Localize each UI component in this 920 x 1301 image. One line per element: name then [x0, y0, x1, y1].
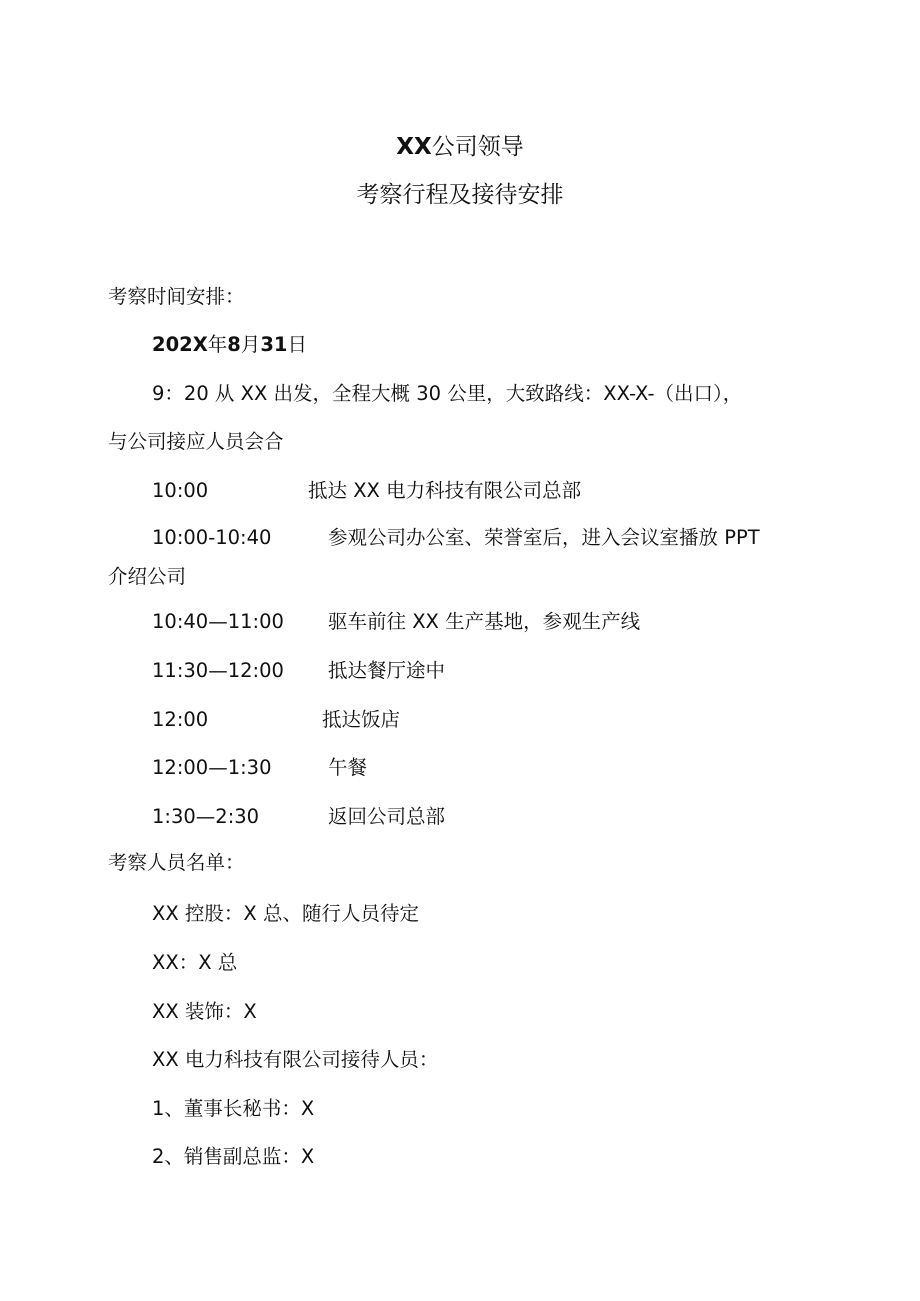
member-item: 2、销售副总监：X	[152, 1145, 315, 1168]
members-heading: 考察人员名单：	[108, 851, 245, 874]
itinerary-time: 1:30—2:30	[152, 805, 260, 828]
document-title-line1	[0, 128, 920, 161]
departure-text-cont: 与公司接应人员会合	[108, 430, 284, 453]
title-rest: 公司领导	[431, 134, 524, 160]
itinerary-time: 11:30—12:00	[152, 659, 284, 682]
date-day: 31	[260, 333, 288, 356]
member-item: XX 装饰：X	[152, 1000, 257, 1023]
itinerary-time: 10:00	[152, 479, 209, 502]
itinerary-event: 驱车前往 XX 生产基地，参观生产线	[328, 610, 641, 633]
itinerary-event: 抵达餐厅途中	[328, 659, 446, 682]
itinerary-time: 12:00	[152, 708, 209, 731]
date-year: 202X	[152, 333, 208, 356]
member-item: XX：X 总	[152, 951, 238, 974]
document-title-line2: 考察行程及接待安排	[356, 182, 564, 208]
itinerary-event: 抵达饭店	[322, 708, 401, 731]
member-item: 1、董事长秘书：X	[152, 1097, 315, 1120]
date-day-unit: 日	[287, 333, 308, 356]
departure-text: 9：20 从 XX 出发，全程大概 30 公里，大致路线：XX-X-（出口），	[152, 382, 743, 405]
itinerary-event: 参观公司办公室、荣誉室后，进入会议室播放 PPT	[328, 526, 760, 549]
itinerary-event-cont: 介绍公司	[108, 565, 187, 588]
title-company-code: XX	[396, 134, 432, 160]
date-month-unit: 月	[240, 333, 261, 356]
itinerary-event: 午餐	[328, 756, 368, 779]
itinerary-time: 10:40—11:00	[152, 610, 284, 633]
schedule-heading: 考察时间安排：	[108, 285, 245, 308]
itinerary-event: 抵达 XX 电力科技有限公司总部	[308, 479, 582, 502]
itinerary-event: 返回公司总部	[328, 805, 446, 828]
visit-date	[152, 331, 307, 359]
itinerary-time: 10:00-10:40	[152, 526, 272, 549]
itinerary-time: 12:00—1:30	[152, 756, 272, 779]
date-month: 8	[227, 333, 241, 356]
date-year-unit: 年	[207, 333, 228, 356]
member-item: XX 电力科技有限公司接待人员：	[152, 1048, 439, 1071]
member-item: XX 控股：X 总、随行人员待定	[152, 902, 419, 925]
